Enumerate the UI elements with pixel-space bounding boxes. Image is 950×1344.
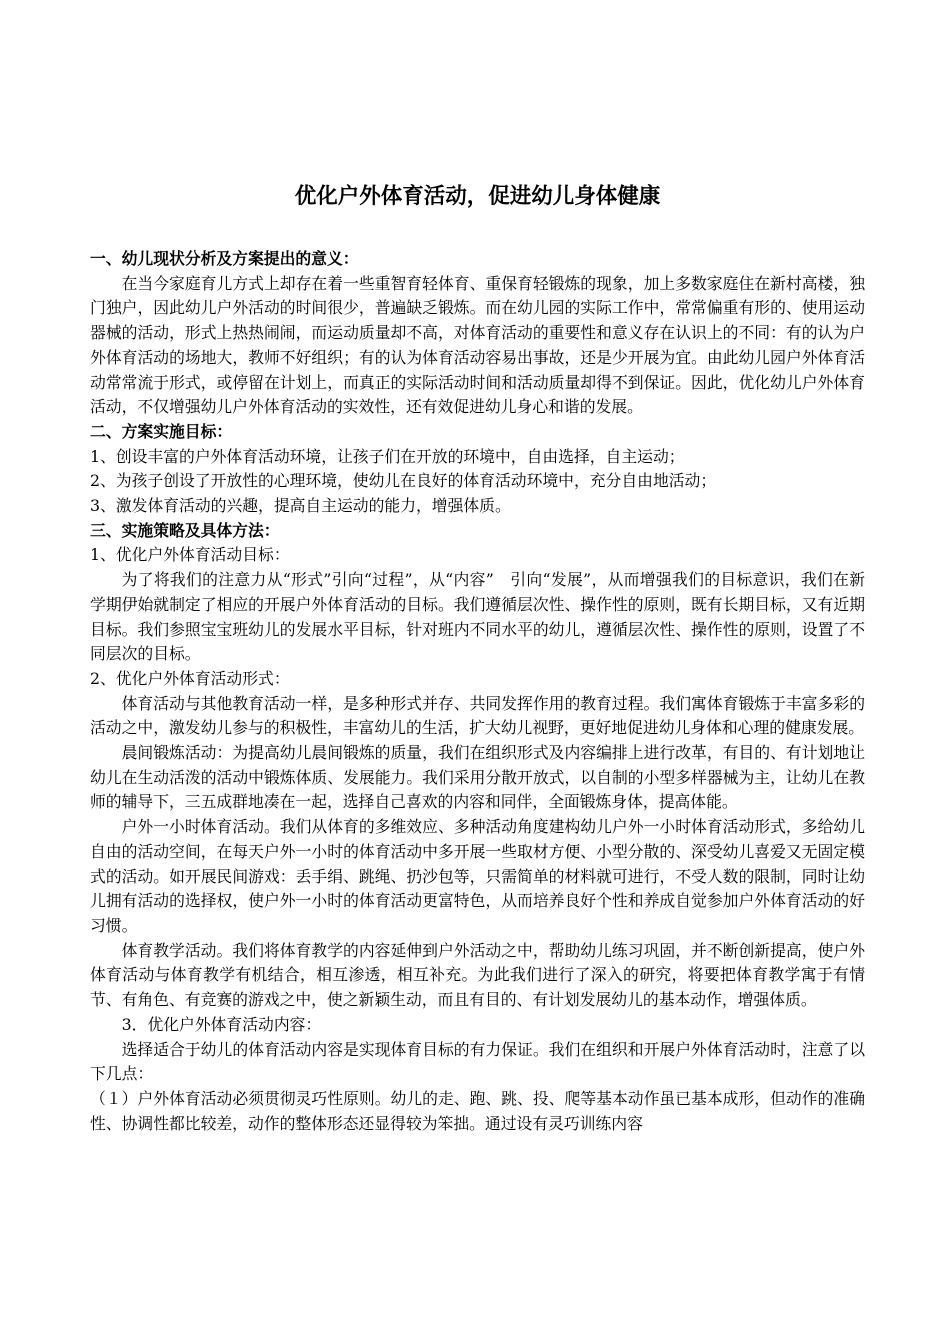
document-body [90,247,865,1136]
paragraph-forms-intro: 体育活动与其他教育活动一样，是多种形式并存、共同发挥作用的教育过程。我们寓体育锻炼于丰富多彩的活动之中，激发幼儿参与的积极性，丰富幼儿的生活，扩大幼儿视野，更好地促进幼儿身体和心理的健康发展。 [90,693,865,738]
paragraph-background: 在当今家庭育儿方式上却存在着一些重智育轻体育、重保育轻锻炼的现象，加上多数家庭住在新村高楼，独门独户，因此幼儿户外活动的时间很少，普遍缺乏锻炼。而在幼儿园的实际工作中，常常偏重有形的、使用运动器械的活动，形式上热热闹闹，而运动质量却不高，对体育活动的重要性和意义存在认识上的不同：有的认为户外体育活动的场地大，教师不好组织；有的认为体育活动容易出事故，还是少开展为宜。由此幼儿园户外体育活动常常流于形式，或停留在计划上，而真正的实际活动时间和活动质量却得不到保证。因此，优化幼儿户外体育活动，不仅增强幼儿户外体育活动的实效性，还有效促进幼儿身心和谐的发展。 [90,273,865,417]
paragraph-morning-exercise: 晨间锻炼活动：为提高幼儿晨间锻炼的质量，我们在组织形式及内容编排上进行改革，有目的、有计划地让幼儿在生动活泼的活动中锻炼体质、发展能力。我们采用分散开放式，以自制的小型多样器械为主，让幼儿在教师的辅导下，三五成群地凑在一起，选择自己喜欢的内容和同伴，全面锻炼身体，提高体能。 [90,743,865,812]
goal-item-3: 3、激发体育活动的兴趣，提高自主运动的能力，增强体质。 [90,496,511,516]
document-title: 优化户外体育活动，促进幼儿身体健康 [294,184,661,209]
paragraph-goals: 为了将我们的注意力从“形式”引向“过程”，从“内容” 引向“发展”，从而增强我们的目标意识，我们在新学期伊始就制定了相应的开展户外体育活动的目标。我们遵循层次性、操作性的原则，既有长期目标，又有近期目标。我们参照宝宝班幼儿的发展水平目标，针对班内不同水平的幼儿，遵循层次性、操作性的原则，设置了不同层次的目标。 [90,570,865,664]
goal-item-2: 2、为孩子创设了开放性的心理环境，使幼儿在良好的体育活动环境中，充分自由地活动； [90,471,717,491]
paragraph-outdoor-hour: 户外一小时体育活动。我们从体育的多维效应、多种活动角度建构幼儿户外一小时体育活动形式，多给幼儿自由的活动空间，在每天户外一小时的体育活动中多开展一些取材方便、小型分散的、深受幼儿喜爱又无固定模式的活动。如开展民间游戏：丢手绢、跳绳、扔沙包等，只需简单的材料就可进行，不受人数的限制，同时让幼儿拥有活动的选择权，使户外一小时的体育活动更富特色，从而培养良好个性和养成自觉参加户外体育活动的好习惯。 [90,817,865,935]
section-heading-3: 三、实施策略及具体方法： [90,520,280,540]
section-heading-1: 一、幼儿现状分析及方案提出的意义： [90,249,359,268]
paragraph-agility-principle: （１）户外体育活动必须贯彻灵巧性原则。幼儿的走、跑、跳、投、爬等基本动作虽已基本成形，但动作的准确性、协调性都比较差，动作的整体形态还显得较为笨拙。通过设有灵巧训练内容 [90,1088,865,1133]
subheading-goals: 1、优化户外体育活动目标： [90,545,290,565]
goal-item-1: 1、创设丰富的户外体育活动环境，让孩子们在开放的环境中，自由选择，自主运动； [90,446,685,466]
paragraph-content-intro: 选择适合于幼儿的体育活动内容是实现体育目标的有力保证。我们在组织和开展户外体育活动时，注意了以下几点： [90,1039,865,1084]
subheading-content: 3．优化户外体育活动内容： [121,1014,322,1034]
subheading-forms: 2、优化户外体育活动形式： [90,668,290,688]
paragraph-pe-teaching: 体育教学活动。我们将体育教学的内容延伸到户外活动之中，帮助幼儿练习巩固，并不断创新提高，使户外体育活动与体育教学有机结合，相互渗透，相互补充。为此我们进行了深入的研究，将要把体育教学寓于有情节、有角色、有竞赛的游戏之中，使之新颖生动，而且有目的、有计划发展幼儿的基本动作，增强体质。 [90,940,865,1010]
section-heading-2: 二、方案实施目标： [90,421,233,441]
